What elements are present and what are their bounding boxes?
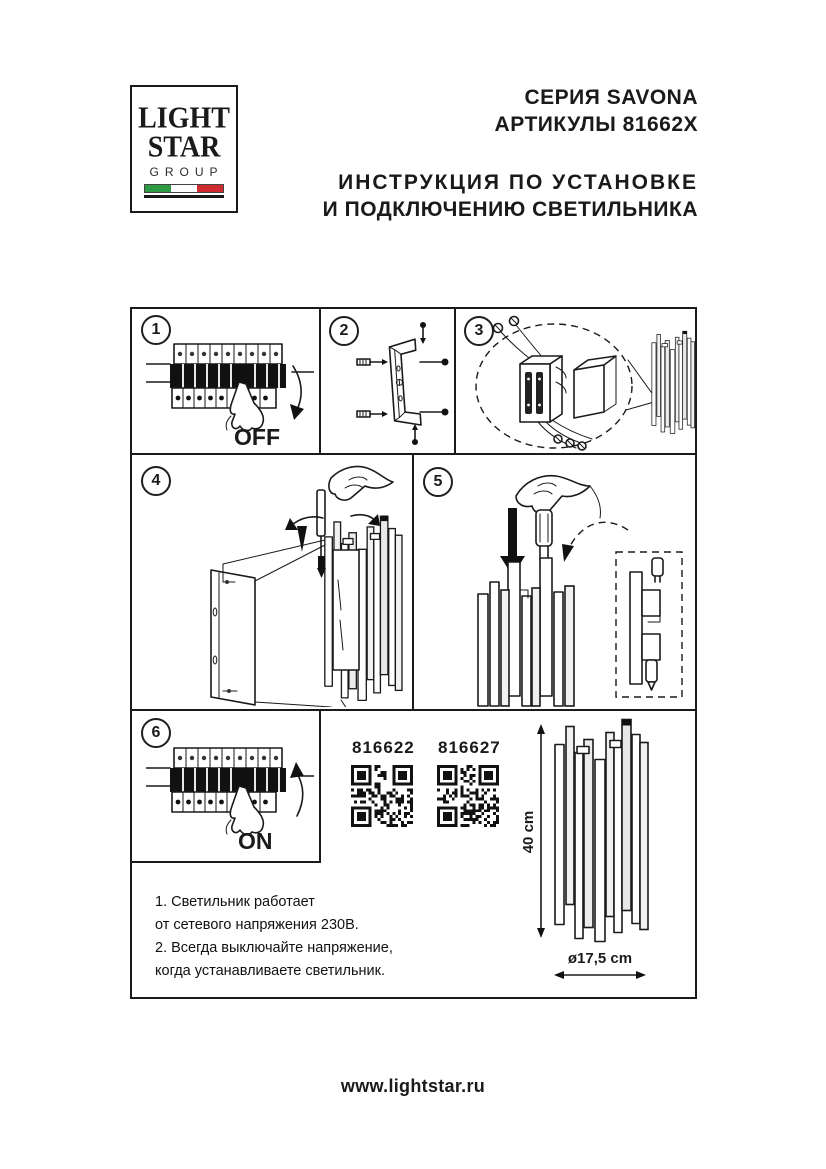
flag-underline: [144, 195, 224, 198]
step-5-bulb-illustration: [420, 462, 693, 707]
step-1-breaker-off-illustration: [146, 330, 314, 452]
step-5-number: 5: [433, 473, 443, 490]
logo-light-text: LIGHT: [138, 101, 230, 136]
grid-line: [454, 307, 456, 455]
logo-group-text: GROUP: [149, 165, 224, 179]
step-6-on-label: ON: [238, 828, 273, 854]
note-line: от сетевого напряжения 230В.: [155, 917, 359, 933]
articles-title: АРТИКУЛЫ 81662X: [494, 113, 698, 136]
note-line: 1. Светильник работает: [155, 894, 315, 910]
diameter-dimension-label: ø17,5 cm: [567, 950, 633, 967]
qr-code: [351, 765, 413, 827]
instruction-title: [323, 169, 698, 223]
article-number-816622: 816622: [352, 738, 415, 757]
qr-code: [437, 765, 499, 827]
series-title: СЕРИЯ SAVONA: [524, 86, 698, 109]
grid-line: [319, 307, 321, 455]
grid-line: [412, 453, 414, 711]
grid-line: [319, 709, 321, 863]
article-number-816627: 816627: [438, 738, 501, 757]
document-header: [323, 84, 698, 223]
step-1-number: 1: [151, 321, 161, 338]
safety-notes: [155, 891, 435, 983]
step-6-breaker-on-illustration: [146, 734, 314, 856]
step-3-number: 3: [474, 322, 484, 339]
flag-red-stripe: [197, 185, 223, 192]
flag-white-stripe: [171, 185, 197, 192]
step-6-number: 6: [151, 724, 161, 741]
step-2-bracket-illustration: [352, 318, 452, 450]
flag-green-stripe: [145, 185, 171, 192]
note-line: когда устанавливаете светильник.: [155, 963, 386, 979]
step-4-mounting-illustration: [135, 460, 410, 707]
instruction-title-line1: ИНСТРУКЦИЯ ПО УСТАНОВКЕ: [338, 171, 698, 194]
step-1-off-label: OFF: [234, 424, 280, 450]
step-4-number: 4: [151, 472, 161, 489]
italian-flag-icon: [144, 184, 224, 193]
step-3-wiring-illustration: [458, 312, 696, 454]
note-line: 2. Всегда выключайте напряжение,: [155, 940, 393, 956]
website-url: www.lightstar.ru: [340, 1076, 486, 1096]
height-dimension-label: 40 cm: [520, 810, 537, 854]
logo-star-text: STAR: [147, 130, 221, 165]
diameter-dimension-arrow: [554, 968, 646, 982]
instruction-title-line2: И ПОДКЛЮЧЕНИЮ СВЕТИЛЬНИКА: [322, 198, 698, 221]
lightstar-logo: [130, 85, 238, 213]
step-2-number: 2: [339, 322, 349, 339]
grid-line: [130, 861, 320, 863]
fixture-dimension-illustration: [551, 712, 651, 952]
